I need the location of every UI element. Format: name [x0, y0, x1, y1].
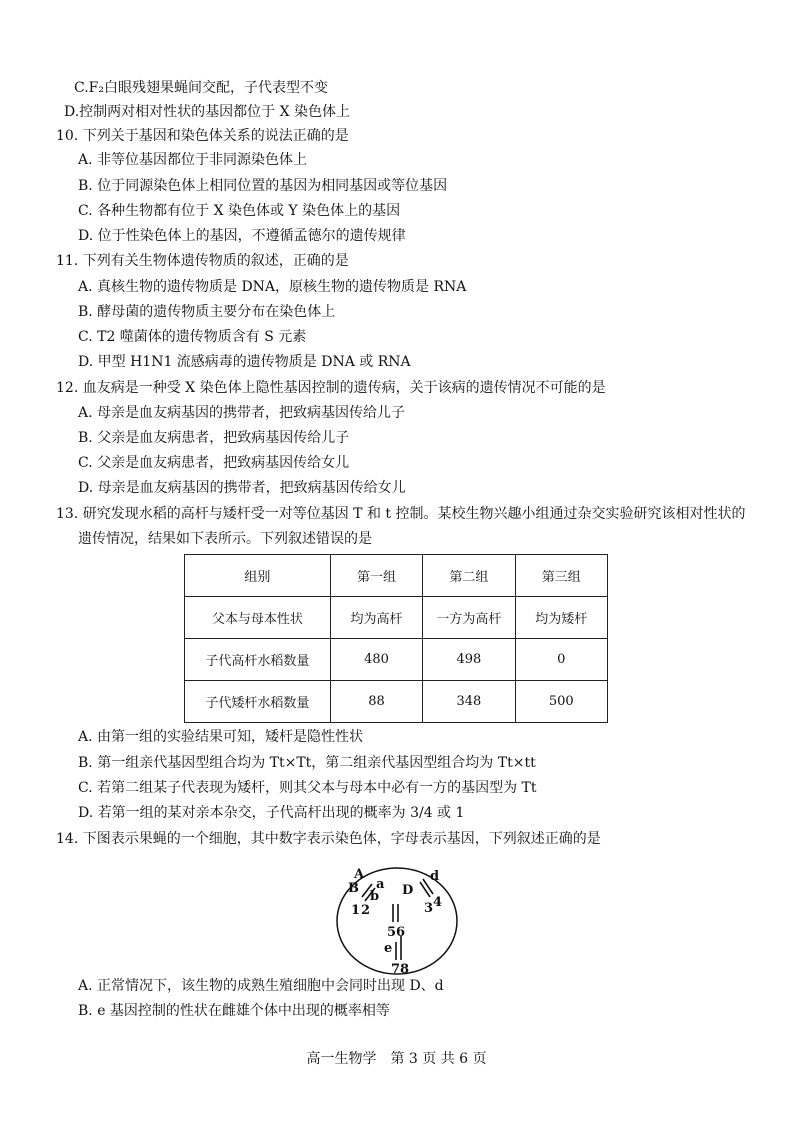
table-header-cell: 组别	[185, 555, 331, 597]
results-table	[184, 554, 608, 723]
chromosome-number: 78	[391, 962, 410, 976]
chromosome-number: 2	[361, 903, 371, 918]
chromosome-number: 3	[424, 901, 434, 916]
text-line: C. 各种生物都有位于 X 染色体或 Y 染色体上的基因	[78, 203, 401, 219]
text-line: A. 母亲是血友病基因的携带者，把致病基因传给儿子	[78, 405, 406, 421]
text-line: B. 父亲是血友病患者，把致病基因传给儿子	[78, 430, 350, 446]
chromosome-3	[420, 882, 430, 897]
text-line: D. 位于性染色体上的基因，不遵循孟德尔的遗传规律	[78, 228, 406, 244]
table-cell: 88	[330, 681, 422, 723]
text-line: 12. 血友病是一种受 X 染色体上隐性基因控制的遗传病，关于该病的遗传情况不可能的是	[56, 380, 606, 396]
gene-label: B	[348, 881, 359, 896]
gene-label: d	[430, 869, 440, 884]
table-cell: 子代高杆水稻数量	[185, 639, 331, 681]
text-line: A. 非等位基因都位于非同源染色体上	[78, 152, 308, 168]
text-line: B. 第一组亲代基因型组合均为 Tt×Tt，第二组亲代基因型组合均为 Tt×tt	[78, 755, 536, 771]
fruit-fly-cell-diagram	[334, 864, 462, 976]
text-line: 10. 下列关于基因和染色体关系的说法正确的是	[56, 128, 349, 144]
text-line: B. 酵母菌的遗传物质主要分布在染色体上	[78, 304, 336, 320]
gene-label: D	[402, 883, 414, 898]
table-cell: 500	[515, 681, 607, 723]
text-line: A. 由第一组的实验结果可知，矮杆是隐性性状	[78, 729, 364, 745]
text-line: B. e 基因控制的性状在雌雄个体中出现的概率相等	[78, 1003, 390, 1019]
table-cell: 一方为高杆	[423, 597, 515, 639]
gene-label: a	[376, 877, 385, 892]
text-line: C. 父亲是血友病患者，把致病基因传给女儿	[78, 455, 350, 471]
table-header-cell: 第三组	[515, 555, 607, 597]
text-line: A. 正常情况下，该生物的成熟生殖细胞中会同时出现 D、d	[78, 978, 444, 994]
table-row	[185, 597, 608, 639]
gene-label: b	[370, 889, 380, 904]
text-line: A. 真核生物的遗传物质是 DNA，原核生物的遗传物质是 RNA	[78, 279, 467, 295]
text-line: D. 母亲是血友病基因的携带者，把致病基因传给女儿	[78, 480, 406, 496]
table-cell: 498	[423, 639, 515, 681]
gene-label: e	[384, 941, 393, 956]
text-line: B. 位于同源染色体上相同位置的基因为相同基因或等位基因	[78, 178, 448, 194]
chromosome-number: 1	[351, 903, 361, 918]
table-cell: 子代矮杆水稻数量	[185, 681, 331, 723]
table-cell: 348	[423, 681, 515, 723]
table-header-cell: 第一组	[330, 555, 422, 597]
table-header-cell: 第二组	[423, 555, 515, 597]
text-line: C.F₂白眼残翅果蝇间交配，子代表型不变	[74, 80, 328, 96]
text-line: D.控制两对相对性状的基因都位于 X 染色体上	[64, 104, 351, 120]
gene-label: A	[354, 867, 365, 882]
table-cell: 父本与母本性状	[185, 597, 331, 639]
table-row	[185, 681, 608, 723]
table-cell: 均为高杆	[330, 597, 422, 639]
table-cell: 0	[515, 639, 607, 681]
chromosome-number: 4	[433, 895, 443, 910]
text-line: 11. 下列有关生物体遗传物质的叙述，正确的是	[56, 253, 349, 269]
table-header-row	[185, 555, 608, 597]
text-line: 14. 下图表示果蝇的一个细胞，其中数字表示染色体，字母表示基因，下列叙述正确的是	[56, 831, 601, 847]
text-line: 13. 研究发现水稻的高杆与矮杆受一对等位基因 T 和 t 控制。某校生物兴趣小组通过杂交实验研究该相对性状的	[56, 506, 746, 522]
chromosome-number: 56	[387, 925, 406, 940]
table-cell: 均为矮杆	[515, 597, 607, 639]
text-line: C. 若第二组某子代表现为矮杆，则其父本与母本中必有一方的基因型为 Tt	[78, 780, 537, 796]
text-line: D. 若第一组的某对亲本杂交，子代高杆出现的概率为 3/4 或 1	[78, 805, 465, 821]
text-line: C. T2 噬菌体的遗传物质含有 S 元素	[78, 329, 307, 345]
table-row	[185, 639, 608, 681]
text-line: 遗传情况，结果如下表所示。下列叙述错误的是	[78, 531, 372, 547]
table-cell: 480	[330, 639, 422, 681]
text-line: D. 甲型 H1N1 流感病毒的遗传物质是 DNA 或 RNA	[78, 354, 411, 370]
page-footer: 高一生物学 第 3 页 共 6 页	[306, 1051, 487, 1067]
